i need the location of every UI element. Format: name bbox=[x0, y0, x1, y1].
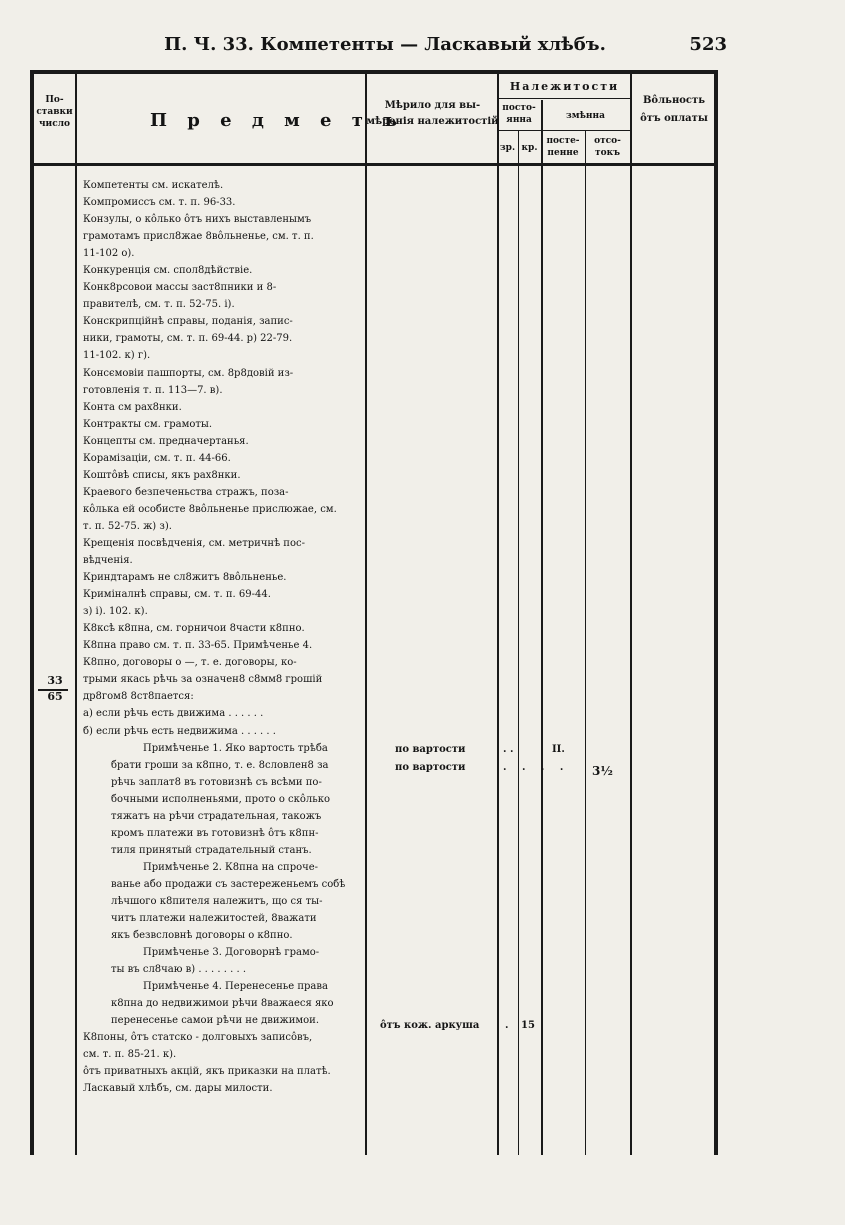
row-number-bottom: 65 bbox=[47, 690, 63, 703]
value-n3-dot: . bbox=[505, 1020, 509, 1031]
entry-line: К8ксѣ к8пна, см. горничои 8части к8пно. bbox=[83, 623, 305, 635]
header-otsotok: отсо-токъ bbox=[594, 136, 621, 158]
entry-line: К8поны, ôтъ статско - долговыхъ записôвъ, bbox=[83, 1032, 313, 1044]
entry-line: тиля принятый страдательный станъ. bbox=[111, 844, 312, 856]
col-line-6 bbox=[585, 130, 586, 1155]
entry-line: Конк8рсовои массы заст8пники и 8- bbox=[83, 282, 277, 294]
header-kr: кр. bbox=[521, 143, 538, 153]
entry-line: др8гом8 8ст8пается: bbox=[83, 691, 194, 703]
entry-line: Ласкавый хлѣбъ, см. дары милости. bbox=[83, 1083, 273, 1095]
col-line-5 bbox=[541, 100, 543, 1155]
entry-line: Конкуренція см. спол8дѣйствіе. bbox=[83, 265, 253, 277]
entry-line: б) если рѣчь есть недвижима . . . . . . bbox=[83, 725, 276, 737]
entry-line: ванье або продажи съ застереженьемъ собѣ bbox=[111, 878, 346, 890]
entry-line: кромъ платежи въ готовизнѣ ôтъ к8пн- bbox=[111, 827, 319, 839]
entry-line: з) і). 102. к). bbox=[83, 606, 148, 618]
entry-line: Конскрипційнѣ справы, поданія, запис- bbox=[83, 316, 293, 328]
value-a-merilo: по вартости bbox=[395, 744, 466, 755]
header-postoyanna: посто-янна bbox=[502, 103, 536, 125]
header-merilo: Мѣрило для вы-мѣренія належитостій bbox=[366, 100, 499, 127]
entry-line: ники, грамоты, см. т. п. 69-44. р) 22-79. bbox=[83, 333, 293, 345]
entry-line: кôлька ей особисте 8вôльненье прислюжае, см. bbox=[83, 503, 337, 515]
header-zr: зр. bbox=[499, 143, 516, 153]
entry-line: Примѣченье 3. Договорнѣ грамо- bbox=[143, 947, 320, 959]
entry-line: Примѣченье 2. К8пна на спроче- bbox=[143, 861, 319, 873]
entry-line: ты въ сл8чаю в) . . . . . . . . bbox=[111, 964, 247, 976]
header-postepenne: посте-пенне bbox=[546, 136, 580, 158]
entry-line: к8пна до недвижимои рѣчи 8важаеся яко bbox=[111, 998, 334, 1010]
col-line-4 bbox=[518, 130, 519, 1155]
entry-line: якъ безвсловнѣ договоры о к8пно. bbox=[111, 930, 293, 942]
entry-line: Криміналнѣ справы, см. т. п. 69-44. bbox=[83, 589, 271, 601]
entry-line: К8пна право см. т. п. 33-65. Примѣченье 4. bbox=[83, 640, 313, 652]
header-zmenna: змѣнна bbox=[566, 111, 605, 121]
entry-line: Примѣченье 4. Перенесенье права bbox=[143, 981, 328, 993]
entry-line: Крещенія посвѣдченія, см. метричнѣ пос- bbox=[83, 537, 305, 549]
col-line-3 bbox=[497, 74, 499, 1155]
entry-line: трыми якась рѣчь за означен8 с8мм8 грошій bbox=[83, 674, 323, 686]
value-a-dots: . . bbox=[503, 744, 514, 755]
header-postavki: По-ставки число bbox=[36, 95, 73, 129]
value-b-merilo: по вартости bbox=[395, 762, 466, 773]
entry-line: Компромиссъ см. т. п. 96-33. bbox=[83, 197, 236, 209]
entry-line: Краевого безпеченьства стражъ, поза- bbox=[83, 486, 289, 498]
header-nalezhitosti: Належитости bbox=[509, 80, 620, 93]
entry-line: а) если рѣчь есть движима . . . . . . bbox=[83, 708, 264, 720]
entry-line: Консємовіи пашпорты, см. 8р8довій из- bbox=[83, 367, 294, 379]
entry-line: тяжатъ на рѣчи страдательная, такожъ bbox=[111, 810, 322, 822]
value-b-dots: . . . . bbox=[503, 762, 570, 773]
row-number-top: 33 bbox=[47, 674, 63, 687]
entry-line: Конзулы, о кôлько ôтъ нихъ выставленымъ bbox=[83, 214, 312, 226]
entry-line: Коштôвѣ списы, якъ рах8нки. bbox=[83, 469, 241, 481]
sub-rule-1 bbox=[497, 130, 632, 131]
col-line-2 bbox=[365, 74, 367, 1155]
header-volnost: Вôльность ôтъ оплаты bbox=[640, 95, 708, 124]
entry-line: читъ платежи належитостей, 8важати bbox=[111, 913, 317, 925]
entry-line: правителѣ, см. т. п. 52-75. і). bbox=[83, 299, 235, 311]
header-rule bbox=[34, 163, 714, 166]
entry-line: Концепты см. предначертанья. bbox=[83, 435, 249, 447]
value-b-otsotok: 3½ bbox=[592, 764, 613, 778]
entry-line: грамотамъ присл8жае 8вôльненье, см. т. п. bbox=[83, 231, 314, 243]
entry-line: Корамізаціи, см. т. п. 44-66. bbox=[83, 452, 231, 464]
entry-line: К8пно, договоры о —, т. е. договоры, ко- bbox=[83, 657, 297, 669]
entry-line: вѣдченія. bbox=[83, 555, 133, 567]
entry-line: Контракты см. грамоты. bbox=[83, 418, 213, 430]
entry-line: ôтъ приватныхъ акцій, якъ приказки на платѣ. bbox=[83, 1066, 331, 1078]
page-number: 523 bbox=[689, 34, 727, 55]
entry-line: рѣчь заплат8 въ готовизнѣ съ всѣми по- bbox=[111, 776, 322, 788]
value-a-postepenne: II. bbox=[552, 744, 565, 755]
entry-line: перенесенье самои рѣчи не движимои. bbox=[111, 1015, 320, 1027]
entry-line: Криндтарамъ не сл8житъ 8вôльненье. bbox=[83, 572, 287, 584]
entry-line: 11-102. к) г). bbox=[83, 350, 151, 362]
col-line-7 bbox=[630, 74, 632, 1155]
entry-line: готовленія т. п. 113—7. в). bbox=[83, 384, 223, 396]
value-n3-kr: 15 bbox=[521, 1020, 535, 1031]
entry-line: Конта см рах8нки. bbox=[83, 401, 182, 413]
entry-line: см. т. п. 85-21. к). bbox=[83, 1049, 177, 1061]
entries-list bbox=[83, 177, 363, 1098]
entry-line: т. п. 52-75. ж) з). bbox=[83, 520, 172, 532]
entry-line: лѣчшого к8пителя належитъ, що ся ты- bbox=[111, 895, 323, 907]
entry-line: 11-102 о). bbox=[83, 248, 135, 260]
entry-line: брати гроши за к8пно, т. е. 8словлен8 за bbox=[111, 759, 329, 771]
entry-line: Компетенты см. искателѣ. bbox=[83, 180, 224, 191]
header-predmet: П р е д м е т ъ bbox=[150, 110, 404, 131]
page-title: П. Ч. 33. Компетенты — Ласкавый хлѣбъ. bbox=[164, 34, 606, 55]
entry-line: бочными исполненьями, прото о скôлько bbox=[111, 793, 330, 805]
col-line-1 bbox=[75, 74, 77, 1155]
entry-line: Примѣченье 1. Яко вартость трѣба bbox=[143, 742, 328, 754]
value-n3-merilo: ôтъ кож. аркуша bbox=[380, 1020, 480, 1031]
nal-rule bbox=[497, 98, 632, 99]
